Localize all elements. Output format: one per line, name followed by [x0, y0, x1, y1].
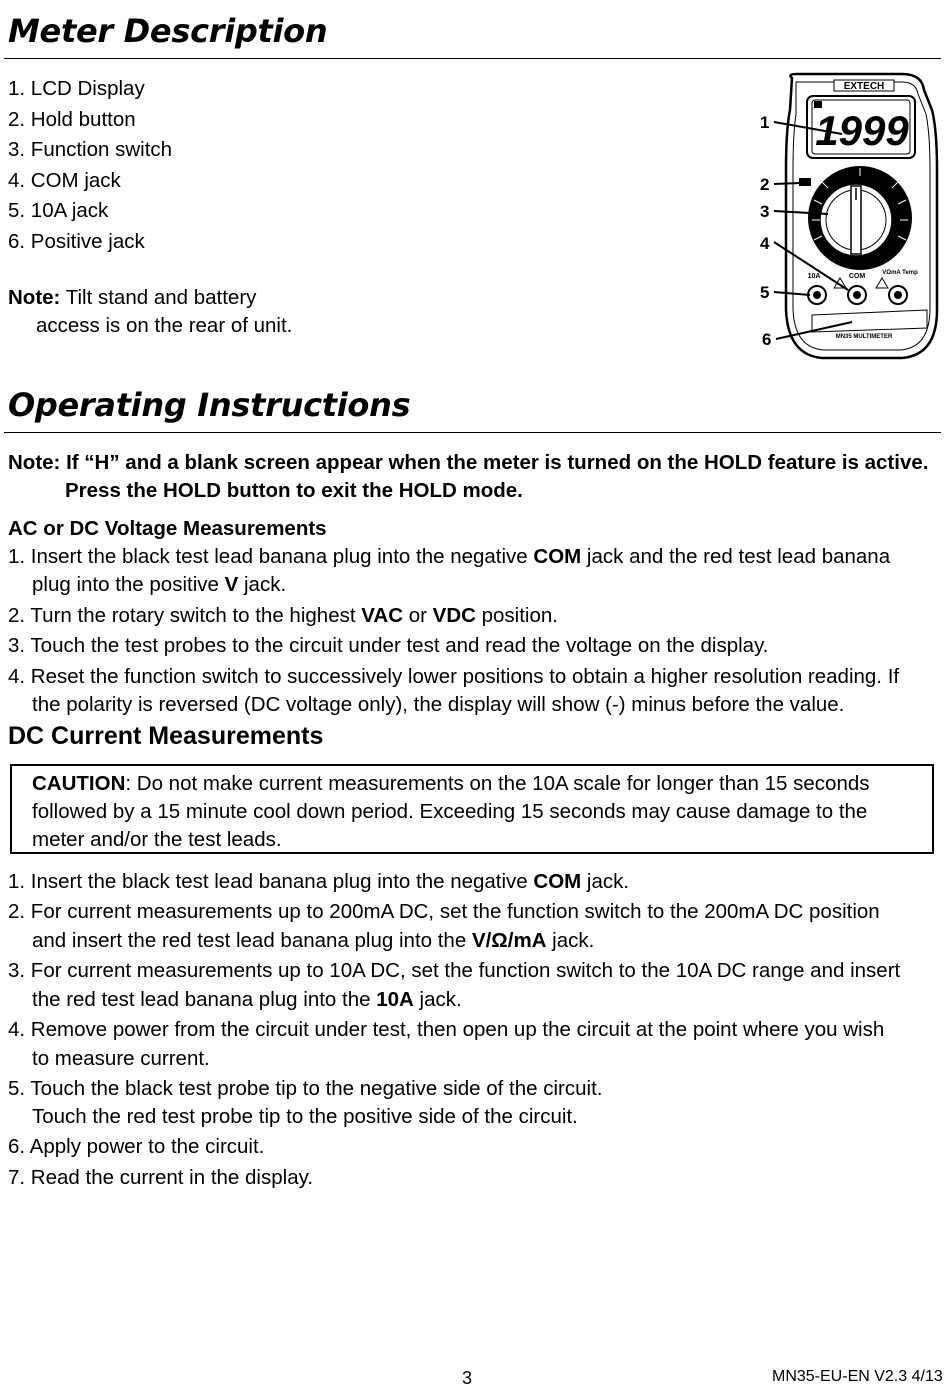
step-text: plug into the positive — [32, 573, 225, 596]
current-step-6: 6. Apply power to the circuit. — [8, 1135, 265, 1158]
caution-text: : Do not make current measurements on the 10A scale for longer than 15 seconds — [125, 772, 870, 795]
voltage-step-1 — [8, 543, 890, 571]
caution-label: CAUTION — [32, 772, 126, 795]
step-bold: V — [224, 573, 239, 596]
jack-label-10a: 10A — [807, 273, 821, 280]
step-bold: VAC — [361, 604, 404, 627]
caution-line-2: followed by a 15 minute cool down period. Exceeding 15 seconds may cause damage to the — [32, 800, 868, 823]
tilt-stand-note — [8, 284, 256, 312]
voltage-step-4: 4. Reset the function switch to successively lower positions to obtain a higher resolution reading. If — [8, 665, 900, 688]
title-rule — [4, 432, 941, 433]
callout-number: 5 — [760, 283, 770, 302]
voltage-step-2 — [8, 602, 558, 630]
current-step-4: 4. Remove power from the circuit under test, then open up the circuit at the point where you wish — [8, 1018, 885, 1041]
step-text: or — [403, 604, 433, 627]
step-text: jack and the red test lead banana — [581, 545, 891, 568]
current-step-5: 5. Touch the black test probe tip to the negative side of the circuit. — [8, 1077, 603, 1100]
step-text: 1. Insert the black test lead banana plug into the negative — [8, 870, 534, 893]
caution-line-3: meter and/or the test leads. — [32, 828, 282, 851]
title-rule — [4, 58, 941, 59]
step-bold: VDC — [432, 604, 476, 627]
note-text: Tilt stand and battery — [60, 286, 257, 309]
current-step-3: 3. For current measurements up to 10A DC, set the function switch to the 10A DC range and insert — [8, 959, 901, 982]
list-item: 3. Function switch — [8, 138, 173, 161]
voltage-step-4-cont: the polarity is reversed (DC voltage only), the display will show (-) minus before the value. — [32, 693, 845, 716]
list-item: 6. Positive jack — [8, 230, 145, 253]
step-bold: 10A — [376, 988, 414, 1011]
step-text: 2. Turn the rotary switch to the highest — [8, 604, 362, 627]
step-text: jack. — [413, 988, 462, 1011]
current-step-4-cont: to measure current. — [32, 1047, 210, 1070]
list-item: 1. LCD Display — [8, 77, 145, 100]
step-text: position. — [475, 604, 558, 627]
voltage-step-1-cont — [32, 571, 286, 599]
page-number: 3 — [462, 1368, 473, 1388]
step-bold: COM — [533, 545, 582, 568]
list-item: 4. COM jack — [8, 169, 121, 192]
model-label: MN35 MULTIMETER — [835, 334, 893, 340]
note-label: Note: — [8, 286, 61, 309]
step-text: jack. — [546, 929, 595, 952]
callout-number: 1 — [760, 113, 770, 132]
meter-description-title: Meter Description — [8, 12, 328, 50]
current-step-3-cont — [32, 986, 462, 1014]
step-text: jack. — [581, 870, 630, 893]
step-bold: COM — [533, 870, 582, 893]
hold-note-line1: Note: If “H” and a blank screen appear when the meter is turned on the HOLD feature is active. — [8, 451, 929, 474]
callout-number: 4 — [760, 234, 770, 253]
step-text: 1. Insert the black test lead banana plug into the negative — [8, 545, 534, 568]
multimeter-diagram — [752, 70, 944, 365]
step-text: and insert the red test lead banana plug into the — [32, 929, 472, 952]
current-step-2: 2. For current measurements up to 200mA DC, set the function switch to the 200mA DC position — [8, 900, 880, 923]
step-text: the red test lead banana plug into the — [32, 988, 377, 1011]
caution-line-1 — [32, 770, 870, 798]
current-step-7: 7. Read the current in the display. — [8, 1166, 314, 1189]
operating-instructions-title: Operating Instructions — [8, 386, 411, 424]
list-item: 5. 10A jack — [8, 199, 109, 222]
list-item: 2. Hold button — [8, 108, 136, 131]
step-bold: V/Ω/mA — [471, 929, 547, 952]
jack-label-positive: VΩmA Temp — [882, 270, 918, 276]
current-step-2-cont — [32, 927, 594, 955]
lcd-reading: 1999 — [815, 107, 909, 154]
caution-box — [10, 764, 934, 854]
document-id: MN35-EU-EN V2.3 4/13 — [772, 1368, 943, 1385]
jack-label-com: COM — [848, 273, 866, 280]
callout-number: 3 — [760, 202, 770, 221]
current-heading: DC Current Measurements — [8, 722, 324, 750]
tilt-stand-note-cont: access is on the rear of unit. — [36, 314, 293, 337]
callout-number: 2 — [760, 175, 770, 194]
current-step-1 — [8, 868, 629, 896]
voltage-heading: AC or DC Voltage Measurements — [8, 517, 327, 540]
current-step-5-cont: Touch the red test probe tip to the positive side of the circuit. — [32, 1105, 578, 1128]
voltage-step-3: 3. Touch the test probes to the circuit under test and read the voltage on the display. — [8, 634, 769, 657]
callout-number: 6 — [762, 330, 772, 349]
hold-note-line2: Press the HOLD button to exit the HOLD mode. — [65, 479, 523, 502]
step-text: jack. — [238, 573, 287, 596]
brand-label: EXTECH — [843, 81, 885, 92]
